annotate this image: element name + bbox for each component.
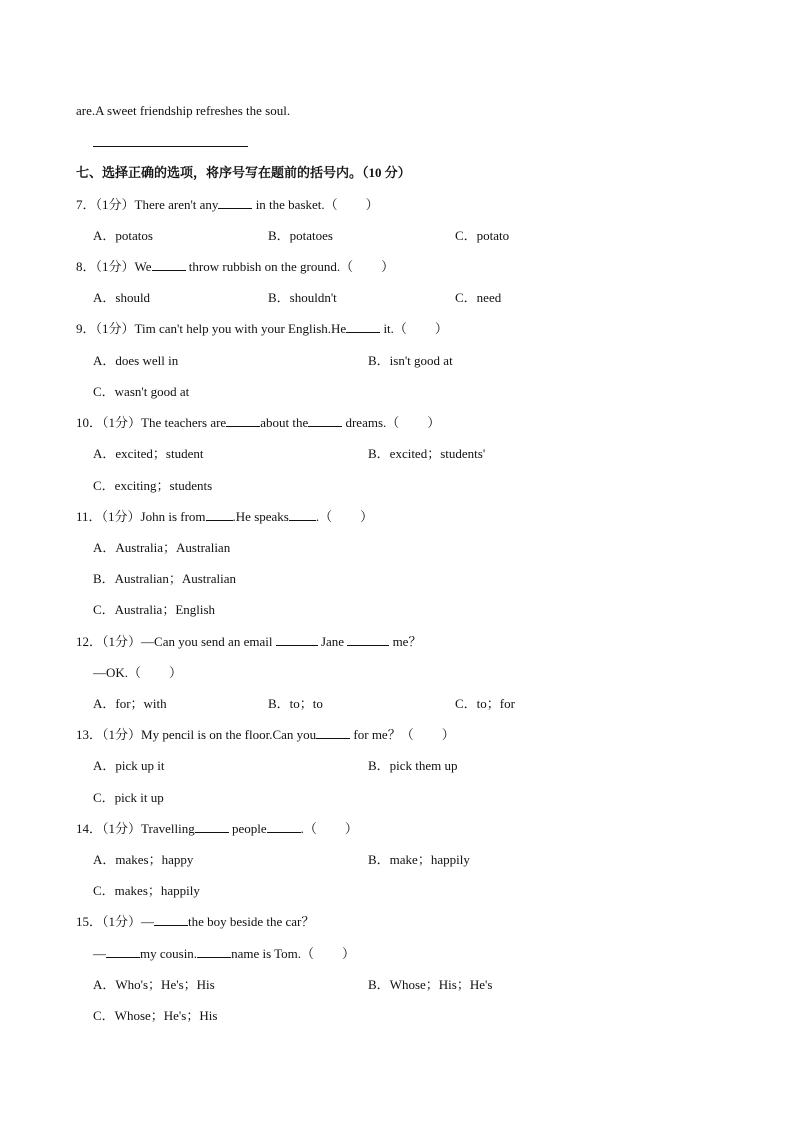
question-12-reply: —OK.（ ）: [93, 665, 183, 680]
option-a[interactable]: A．should: [93, 290, 151, 305]
blank[interactable]: [267, 821, 301, 833]
intro-sentence: are.A sweet friendship refreshes the soul.: [76, 103, 291, 118]
blank[interactable]: [276, 634, 318, 646]
blank[interactable]: [316, 727, 350, 739]
option-b[interactable]: B．isn't good at: [368, 353, 453, 368]
blank[interactable]: [289, 509, 316, 521]
option-b[interactable]: B．make；happily: [368, 852, 470, 867]
question-10: 10．（1分）The teachers are about the dreams.（ ）: [76, 415, 441, 430]
option-b[interactable]: B．Whose；His；He's: [368, 977, 493, 992]
option-c[interactable]: C．Australia；English: [93, 602, 216, 617]
option-c[interactable]: C．makes；happily: [93, 883, 200, 898]
option-a[interactable]: A．pick up it: [93, 758, 165, 773]
option-c[interactable]: C．wasn't good at: [93, 384, 190, 399]
option-b[interactable]: B．shouldn't: [268, 290, 337, 305]
blank[interactable]: [106, 946, 140, 958]
blank[interactable]: [206, 509, 233, 521]
blank[interactable]: [347, 634, 389, 646]
option-a[interactable]: A．Who's；He's；His: [93, 977, 215, 992]
blank[interactable]: [308, 415, 342, 427]
option-b[interactable]: B．Australian；Australian: [93, 571, 236, 586]
option-b[interactable]: B．potatoes: [268, 228, 333, 243]
blank[interactable]: [152, 259, 186, 271]
section-heading: 七、选择正确的选项，将序号写在题前的括号内。（10 分）: [76, 165, 411, 180]
option-c[interactable]: C．pick it up: [93, 790, 164, 805]
question-13: 13．（1分）My pencil is on the floor.Can you for me？（ ）: [76, 727, 455, 742]
option-a[interactable]: A．excited；student: [93, 446, 204, 461]
option-a[interactable]: A．for；with: [93, 696, 167, 711]
question-9: 9．（1分）Tim can't help you with your English.He it.（ ）: [76, 321, 448, 336]
option-b[interactable]: B．to；to: [268, 696, 323, 711]
blank[interactable]: [154, 914, 188, 926]
answer-blank-line[interactable]: [93, 146, 248, 147]
option-c[interactable]: C．need: [455, 290, 502, 305]
option-b[interactable]: B．pick them up: [368, 758, 458, 773]
blank[interactable]: [346, 321, 380, 333]
option-a[interactable]: A．potatos: [93, 228, 153, 243]
question-11: 11．（1分）John is from .He speaks .（ ）: [76, 509, 374, 524]
option-a[interactable]: A．makes；happy: [93, 852, 194, 867]
blank[interactable]: [197, 946, 231, 958]
question-15-reply: — my cousin. name is Tom.（ ）: [93, 946, 356, 961]
option-c[interactable]: C．Whose；He's；His: [93, 1008, 218, 1023]
question-8: 8．（1分）We throw rubbish on the ground.（ ）: [76, 259, 395, 274]
blank[interactable]: [195, 821, 229, 833]
question-12: 12．（1分）—Can you send an email Jane me？: [76, 634, 422, 649]
question-14: 14．（1分）Travelling people .（ ）: [76, 821, 358, 836]
option-a[interactable]: A．does well in: [93, 353, 179, 368]
blank[interactable]: [226, 415, 260, 427]
blank[interactable]: [218, 197, 252, 209]
option-b[interactable]: B．excited；students': [368, 446, 486, 461]
option-c[interactable]: C．to；for: [455, 696, 515, 711]
option-c[interactable]: C．exciting；students: [93, 478, 213, 493]
option-a[interactable]: A．Australia；Australian: [93, 540, 231, 555]
question-7: 7．（1分）There aren't any in the basket.（ ）: [76, 197, 379, 212]
option-c[interactable]: C．potato: [455, 228, 510, 243]
question-15: 15．（1分）— the boy beside the car？: [76, 914, 315, 929]
